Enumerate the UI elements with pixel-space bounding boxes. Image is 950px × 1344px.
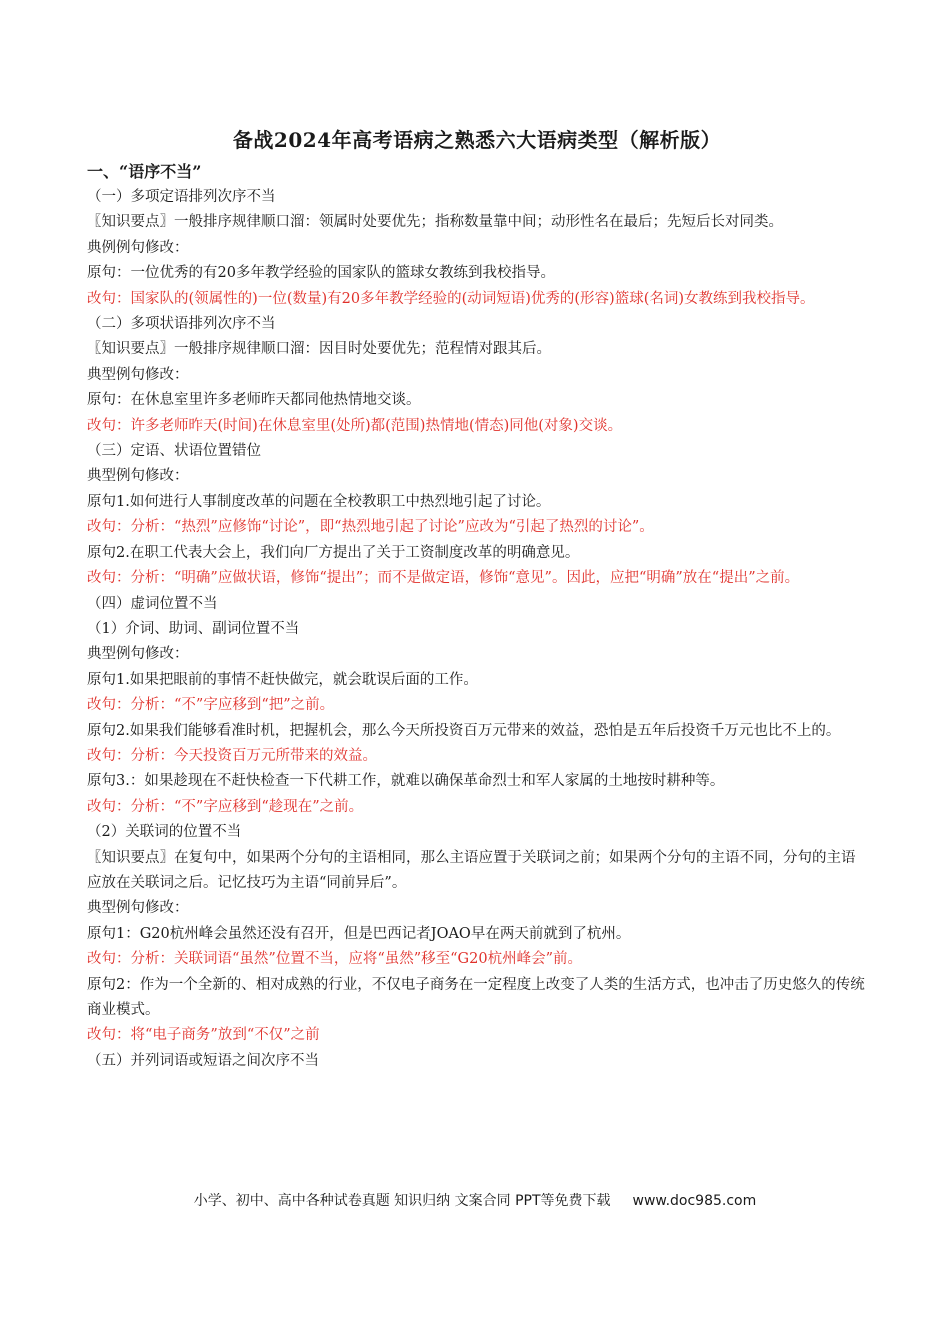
revised-sentence: 改句：分析：“热烈”应修饰“讨论”，即“热烈地引起了讨论”应改为“引起了热烈的讨论”。 <box>87 519 654 536</box>
content-lines <box>87 185 867 1074</box>
text-line: 典型例句修改： <box>87 468 189 485</box>
document-body <box>87 124 867 1074</box>
revised-sentence: 改句：分析：今天投资百万元所带来的效益。 <box>87 747 377 764</box>
text-line: 〖知识要点〗一般排序规律顺口溜：因目时处要优先；范程情对跟其后。 <box>87 341 551 358</box>
text-line: （五）并列词语或短语之间次序不当 <box>87 1052 319 1069</box>
text-line: 典型例句修改： <box>87 646 189 663</box>
text-line: （二）多项状语排列次序不当 <box>87 316 276 333</box>
text-line: 原句2.如果我们能够看准时机，把握机会，那么今天所投资百万元带来的效益，恐怕是五年后投资千万元也比不上的。 <box>87 722 841 739</box>
text-line: （2）关联词的位置不当 <box>87 824 242 841</box>
page-footer <box>0 1190 950 1210</box>
text-line: 原句2：作为一个全新的、相对成熟的行业，不仅电子商务在一定程度上改变了人类的生活方式，也冲击了历史悠久的传统商业模式。 <box>87 976 865 1018</box>
text-line: 原句：在休息室里许多老师昨天都同他热情地交谈。 <box>87 392 421 409</box>
text-line: 典例例句修改： <box>87 239 189 256</box>
revised-sentence: 改句：国家队的(领属性的)一位(数量)有20多年教学经验的(动词短语)优秀的(形容)篮球(名词)女教练到我校指导。 <box>87 290 815 307</box>
revised-sentence: 改句：分析：“不”字应移到“把”之前。 <box>87 697 335 714</box>
text-line: 典型例句修改： <box>87 366 189 383</box>
section-heading: 一、“语序不当” <box>87 162 202 181</box>
text-line: 原句1：G20杭州峰会虽然还没有召开，但是巴西记者JOAO早在两天前就到了杭州。 <box>87 925 631 942</box>
revised-sentence: 改句：分析：“明确”应做状语，修饰“提出”；而不是做定语，修饰“意见”。因此，应把“明确”放在“提出”之前。 <box>87 570 800 587</box>
text-line: 〖知识要点〗在复句中，如果两个分句的主语相同，那么主语应置于关联词之前；如果两个分句的主语不同，分句的主语应放在关联词之后。记忆技巧为主语“同前异后”。 <box>87 849 856 891</box>
text-line: 原句1.如何进行人事制度改革的问题在全校教职工中热烈地引起了讨论。 <box>87 493 551 510</box>
text-line: （四）虚词位置不当 <box>87 595 218 612</box>
document-title: 备战2024年高考语病之熟悉六大语病类型（解析版） <box>232 128 722 152</box>
text-line: 典型例句修改： <box>87 900 189 917</box>
footer-site: www.doc985.com <box>632 1193 757 1209</box>
revised-sentence: 改句：将“电子商务”放到“不仅”之前 <box>87 1027 320 1044</box>
text-line: 原句1.如果把眼前的事情不赶快做完，就会耽误后面的工作。 <box>87 671 478 688</box>
footer-text: 小学、初中、高中各种试卷真题 知识归纳 文案合同 PPT等免费下载 <box>193 1193 611 1209</box>
text-line: 〖知识要点〗一般排序规律顺口溜：领属时处要优先；指称数量靠中间；动形性名在最后；先短后长对同类。 <box>87 214 783 231</box>
revised-sentence: 改句：分析：“不”字应移到“趁现在”之前。 <box>87 798 364 815</box>
text-line: 原句3.：如果趁现在不赶快检查一下代耕工作，就难以确保革命烈士和军人家属的土地按时耕种等。 <box>87 773 725 790</box>
text-line: （1）介词、助词、副词位置不当 <box>87 620 300 637</box>
text-line: （一）多项定语排列次序不当 <box>87 189 276 205</box>
text-line: （三）定语、状语位置错位 <box>87 443 261 460</box>
revised-sentence: 改句：分析：关联词语“虽然”位置不当，应将“虽然”移至“G20杭州峰会”前。 <box>87 951 583 968</box>
text-line: 原句2.在职工代表大会上，我们向厂方提出了关于工资制度改革的明确意见。 <box>87 544 580 561</box>
text-line: 原句：一位优秀的有20多年教学经验的国家队的篮球女教练到我校指导。 <box>87 265 555 282</box>
revised-sentence: 改句：许多老师昨天(时间)在休息室里(处所)都(范围)热情地(情态)同他(对象)交谈。 <box>87 417 623 434</box>
